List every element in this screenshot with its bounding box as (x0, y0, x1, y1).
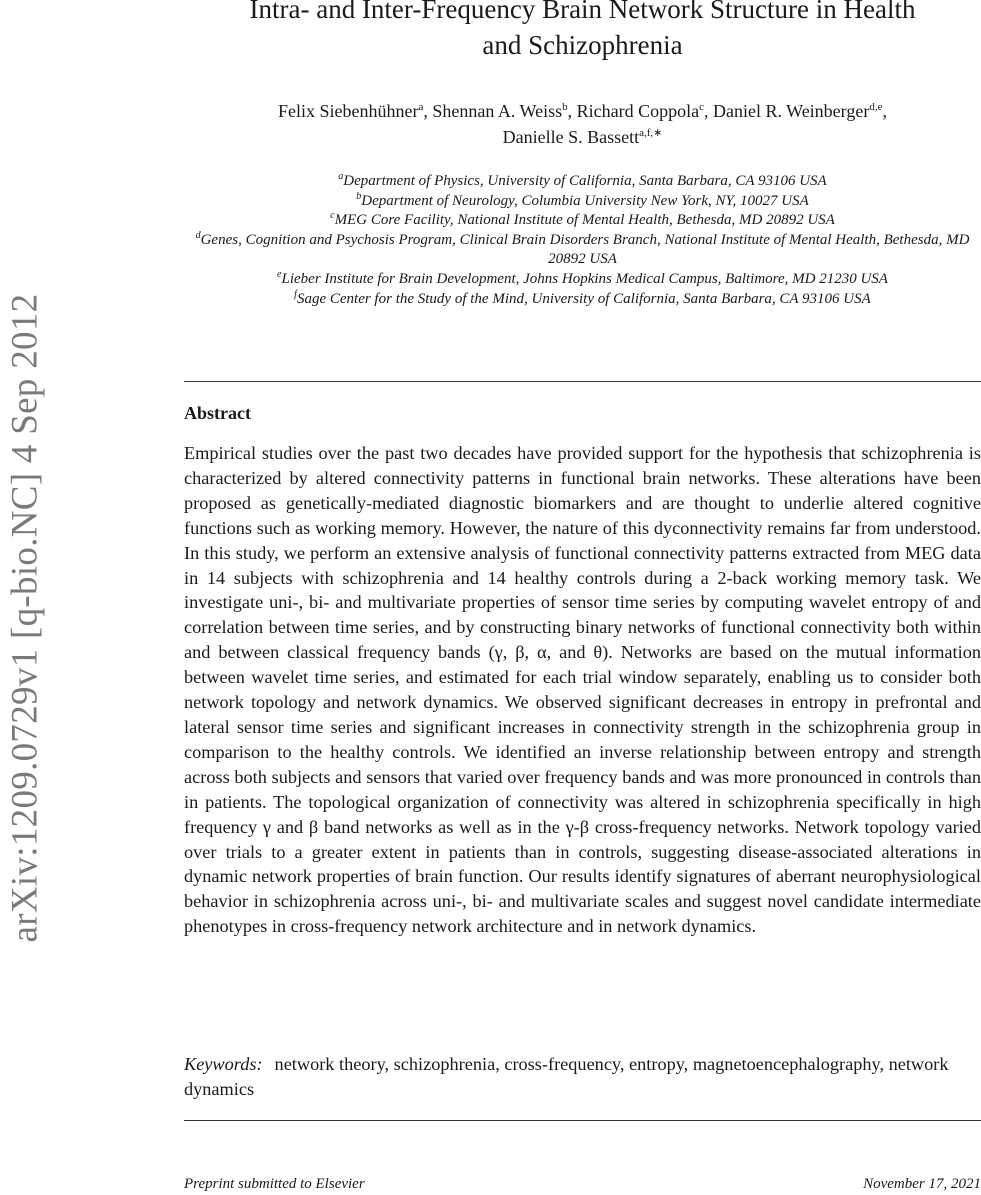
author-affil-mark: d,e (869, 101, 883, 113)
affiliation-text: Lieber Institute for Brain Development, Johns Hopkins Medical Campus, Baltimore, MD 21230 USA (281, 270, 888, 287)
author-affil-mark: c (699, 101, 704, 113)
author-name: Danielle S. Bassett (502, 127, 640, 147)
top-divider (184, 381, 981, 382)
affiliation-mark: f (294, 288, 297, 300)
author-name: Daniel R. Weinberger (712, 101, 870, 121)
affiliation (184, 211, 981, 231)
affiliation-text: Genes, Cognition and Psychosis Program, Clinical Brain Disorders Branch, National Institute of Mental Health, Bethesda, MD 20892 USA (200, 231, 970, 268)
arxiv-side-stamp (0, 250, 50, 985)
affiliation (184, 270, 981, 290)
footer-date: November 17, 2021 (863, 1176, 981, 1192)
keywords-list: network theory, schizophrenia, cross-frequency, entropy, magnetoencephalography, network dynamics (184, 1054, 949, 1099)
author-affil-mark: a (418, 101, 424, 113)
affiliation-mark: d (195, 229, 201, 241)
affiliation-mark: b (356, 190, 362, 202)
author-name: Felix Siebenhühner (278, 101, 419, 121)
keywords-label: Keywords: (184, 1054, 263, 1074)
affiliation-list (184, 172, 981, 309)
affiliation (184, 172, 981, 192)
affiliation (184, 192, 981, 212)
title-line-2: and Schizophrenia (482, 30, 683, 60)
author-affil-mark: a,f,∗ (639, 127, 663, 139)
affiliation-text: MEG Core Facility, National Institute of Mental Health, Bethesda, MD 20892 USA (334, 212, 835, 229)
abstract-text: Empirical studies over the past two decades have provided support for the hypothesis that schizophrenia is characterized by altered connectivity patterns in functional brain networks. These alterations have been proposed as genetically-mediated diagnostic biomarkers and are thought to underlie altered cognitive functions such as working memory. However, the nature of this dyconnectivity remains far from understood. In this study, we perform an extensive analysis of functional connectivity patterns extracted from MEG data in 14 subjects with schizophrenia and 14 healthy controls during a 2-back working memory task. We investigate uni-, bi- and multivariate properties of sensor time series by computing wavelet entropy of and correlation between time series, and by constructing binary networks of functional connectivity both within and between classical frequency bands (γ, β, α, and θ). Networks are based on the mutual information between wavelet time series, and estimated for each trial window separately, enabling us to consider both network topology and network dynamics. We observed significant decreases in entropy in prefrontal and lateral sensor time series and significant increases in connectivity strength in the schizophrenia group in comparison to the healthy controls. We identified an inverse relationship between entropy and strength across both subjects and sensors that varied over frequency bands and was more pronounced in controls than in patients. The topological organization of connectivity was altered in schizophrenia specifically in high frequency γ and β band networks as well as in the γ-β cross-frequency networks. Network topology varied over trials to a greater extent in patients than in controls, suggesting disease-associated alterations in dynamic network properties of brain function. Our results identify signatures of aberrant neurophysiological behavior in schizophrenia across uni-, bi- and multivariate scales and suggest novel candidate intermediate phenotypes in cross-frequency network architecture and in network dynamics. (184, 443, 981, 937)
affiliation (184, 231, 981, 270)
title-line-1: Intra- and Inter-Frequency Brain Network Structure in Health (249, 0, 916, 24)
keywords (184, 1052, 981, 1102)
affiliation-mark: e (277, 268, 282, 280)
preprint-note: Preprint submitted to Elsevier (184, 1176, 365, 1192)
affiliation-text: Sage Center for the Study of the Mind, University of California, Santa Barbara, CA 93106 USA (296, 290, 871, 307)
author-affil-mark: b (562, 101, 568, 113)
author-list: Felix Siebenhühner$^a$, Shennan A. Weiss$^b$, Richard Coppola$^c$, Daniel R. Weinberger$^{d,e}$, Danielle S. Bassett$^{a,f,∗}$ (278, 101, 887, 147)
abstract-heading: Abstract (184, 403, 251, 423)
author-name: Shennan A. Weiss (432, 101, 563, 121)
affiliation-text: Department of Physics, University of California, Santa Barbara, CA 93106 USA (343, 173, 827, 189)
bottom-divider (184, 1120, 981, 1121)
arxiv-identifier: arXiv:1209.0729v1 [q-bio.NC] 4 Sep 2012 (4, 293, 46, 942)
affiliation (184, 290, 981, 310)
paper-title (184, 0, 981, 63)
affiliation-mark: a (338, 171, 344, 182)
author-name: Richard Coppola (576, 101, 700, 121)
affiliation-mark: c (330, 210, 335, 222)
affiliation-text: Department of Neurology, Columbia University New York, NY, 10027 USA (361, 192, 809, 209)
